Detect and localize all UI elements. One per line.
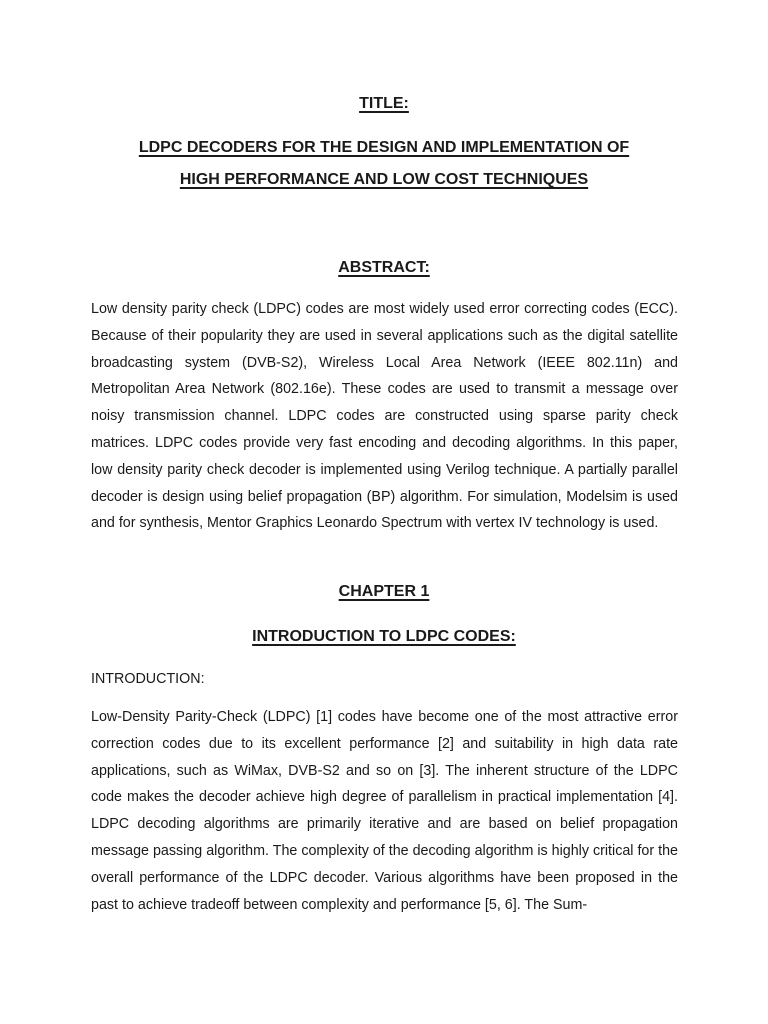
document-title-line-1: LDPC DECODERS FOR THE DESIGN AND IMPLEMENTATION OF: [138, 139, 630, 156]
chapter-title: INTRODUCTION TO LDPC CODES:: [252, 628, 516, 645]
introduction-label: INTRODUCTION:: [91, 671, 205, 687]
chapter-heading: CHAPTER 1: [338, 583, 430, 600]
abstract-heading: ABSTRACT:: [338, 259, 430, 276]
document-title-line-2: HIGH PERFORMANCE AND LOW COST TECHNIQUES: [179, 171, 589, 188]
title-label: TITLE:: [359, 95, 409, 112]
introduction-paragraph: Low-Density Parity-Check (LDPC) [1] codes have become one of the most attractive error correction codes due to its excellent performance [2] and suitability in high data rate applications, such as WiMax, DVB-S2 and so on [3]. The inherent structure of the LDPC code makes the decoder achieve high degree of parallelism in practical implementation [4]. LDPC decoding algorithms are primarily iterative and are based on belief propagation message passing algorithm. The complexity of the decoding algorithm is highly critical for the overall performance of the LDPC decoder. Various algorithms have been proposed in the past to achieve tradeoff between complexity and performance [5, 6]. The Sum-: [91, 709, 678, 913]
abstract-paragraph: Low density parity check (LDPC) codes are most widely used error correcting codes (ECC). Because of their popularity they are used in several applications such as the digital satellite broadcasting system (DVB-S2), Wireless Local Area Network (IEEE 802.11n) and Metropolitan Area Network (802.16e). These codes are used to transmit a message over noisy transmission channel. LDPC codes are constructed using sparse parity check matrices. LDPC codes provide very fast encoding and decoding algorithms. In this paper, low density parity check decoder is implemented using Verilog technique. A partially parallel decoder is design using belief propagation (BP) algorithm. For simulation, Modelsim is used and for synthesis, Mentor Graphics Leonardo Spectrum with vertex IV technology is used.: [91, 301, 678, 532]
